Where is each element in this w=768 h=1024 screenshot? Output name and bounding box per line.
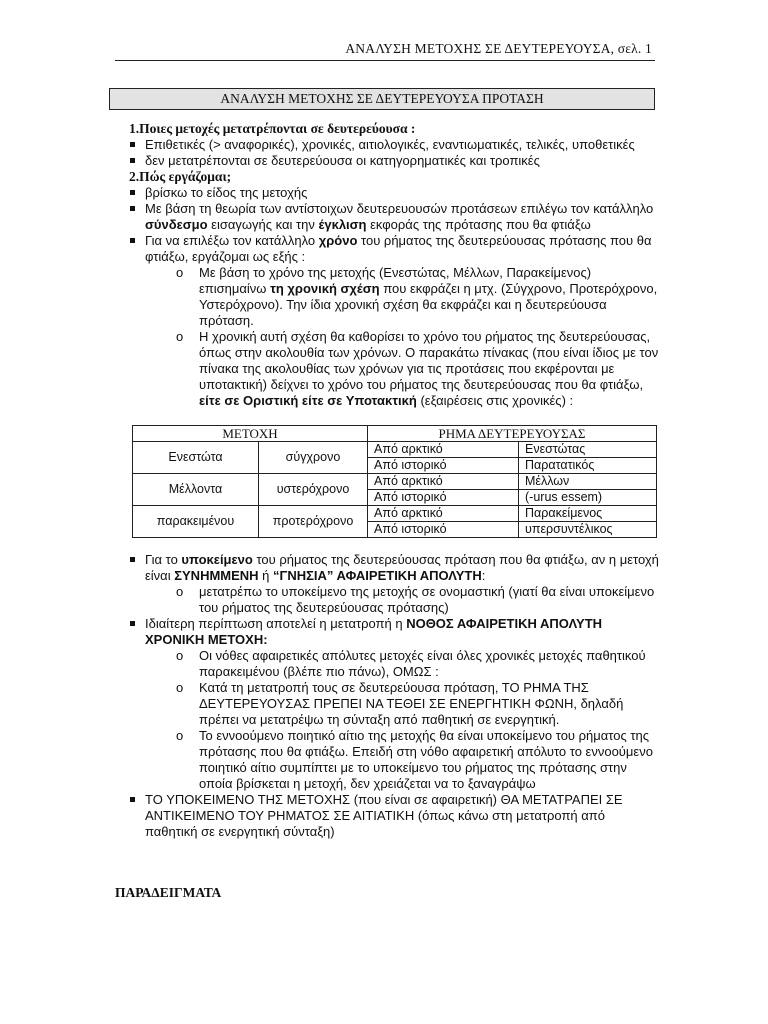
list-item xyxy=(129,552,659,584)
list-item xyxy=(129,201,659,233)
sub-bullet-marker: o xyxy=(176,680,184,695)
text-run: Ιδιαίτερη περίπτωση αποτελεί η μετατροπή η xyxy=(145,616,407,631)
table-header-participle: ΜΕΤΟΧΗ xyxy=(133,426,368,442)
text-run: του ρήματος της δευτερεύουσας πρόταση που θα φτιάξω, αν η μετοχή είναι xyxy=(145,552,659,583)
sub-list-item xyxy=(129,648,659,680)
text-run: Η χρονική αυτή σχέση θα καθορίσει το χρόνο του ρήματος της δευτερεύουσας, όπως στην ακολουθία των χρόνων. Ο παρακάτω πίνακας (που είναι ίδιος με τον πίνακα της ακολουθίας των χρόνων για τις προτάσεις που εκφέρονται με υποτακτική) δείχνει το χρόνο του ρήματος της δευτερεύουσας που θα φτιάξω, xyxy=(199,329,659,392)
section-2-heading: 2.Πώς εργάζομαι; xyxy=(129,169,232,184)
text-run: ή xyxy=(258,568,274,583)
sub-bullet-marker: o xyxy=(176,648,184,663)
tense-cell: Μέλλων xyxy=(519,474,657,490)
examples-heading: ΠΑΡΑΔΕΙΓΜΑΤΑ xyxy=(115,885,222,900)
text-run: Με βάση το χρόνο της μετοχής (Ενεστώτας, Μέλλων, Παρακείμενος) επισημαίνω xyxy=(199,265,592,296)
text-run: Για να επιλέξω τον κατάλληλο xyxy=(145,233,319,248)
bullet-marker xyxy=(130,797,135,802)
relation-cell: σύγχρονο xyxy=(259,442,368,474)
tense-cell: Παρακείμενος xyxy=(519,506,657,522)
document-body xyxy=(129,121,659,840)
participle-cell: Ενεστώτα xyxy=(133,442,259,474)
list-item xyxy=(129,233,659,265)
table-row xyxy=(133,474,657,490)
list-item-text: δεν μετατρέπονται σε δευτερεύουσα οι κατηγορηματικές και τροπικές xyxy=(145,153,540,168)
header-rule xyxy=(115,60,655,61)
relation-cell: υστερόχρονο xyxy=(259,474,368,506)
list-item xyxy=(129,153,659,169)
bullet-marker xyxy=(130,206,135,211)
list-item-text: βρίσκω το είδος της μετοχής xyxy=(145,185,308,200)
relation-cell: προτερόχρονο xyxy=(259,506,368,538)
list-item-text: Οι νόθες αφαιρετικές απόλυτες μετοχές είναι όλες χρονικές μετοχές παθητικού παρακειμένου (βλέπε πιο πάνω), ΟΜΩΣ : xyxy=(199,648,646,679)
bold-term: ΣΥΝΗΜΜΕΝΗ xyxy=(174,568,259,583)
participle-cell: Μέλλοντα xyxy=(133,474,259,506)
main-verb-cell: Από ιστορικό xyxy=(368,490,519,506)
tense-sequence-table xyxy=(132,425,657,538)
table-header-row xyxy=(133,426,657,442)
bullet-marker xyxy=(130,238,135,243)
tense-cell: υπερσυντέλικος xyxy=(519,522,657,538)
list-item xyxy=(129,185,659,201)
main-verb-cell: Από ιστορικό xyxy=(368,458,519,474)
main-verb-cell: Από αρκτικό xyxy=(368,506,519,522)
table-row xyxy=(133,506,657,522)
bullet-marker xyxy=(130,557,135,562)
sub-list-item xyxy=(129,728,659,792)
text-run: του ρήματος της δευτερεύουσας πρότασης που θα φτιάξω, εργάζομαι ως εξής : xyxy=(145,233,652,264)
section-1-heading: 1.Ποιες μετοχές μετατρέπονται σε δευτερεύουσα : xyxy=(129,121,416,136)
main-verb-cell: Από ιστορικό xyxy=(368,522,519,538)
text-run: που εκφράζει η μτχ. (Σύγχρονο, Προτερόχρονο, Υστερόχρονο). Την ίδια χρονική σχέση θα εκφράζει και η δευτερεύουσα πρόταση. xyxy=(199,281,658,328)
sub-bullet-marker: o xyxy=(176,329,184,344)
tense-cell: Ενεστώτας xyxy=(519,442,657,458)
bold-term: είτε σε Οριστική είτε σε Υποτακτική xyxy=(199,393,417,408)
table-row xyxy=(133,442,657,458)
list-item-text: μετατρέπω το υποκείμενο της μετοχής σε ονομαστική (γιατί θα είναι υποκείμενο του ρήματος της δευτερεύουσας πρότασης) xyxy=(199,584,655,615)
page-title: ΑΝΑΛΥΣΗ ΜΕΤΟΧΗΣ ΣΕ ΔΕΥΤΕΡΕΥΟΥΣΑ ΠΡΟΤΑΣΗ xyxy=(109,88,655,110)
list-item xyxy=(129,137,659,153)
sub-list-item xyxy=(129,680,659,728)
bullet-marker xyxy=(130,158,135,163)
bullet-marker xyxy=(130,142,135,147)
bold-term: χρόνο xyxy=(318,233,358,248)
bold-term: ΝΟΘΟΣ ΑΦΑΙΡΕΤΙΚΗ ΑΠΟΛΥΤΗ ΧΡΟΝΙΚΗ ΜΕΤΟΧΗ: xyxy=(145,616,603,647)
bullet-marker xyxy=(130,190,135,195)
sub-list-item xyxy=(129,329,659,409)
sub-bullet-marker: o xyxy=(176,728,184,743)
main-verb-cell: Από αρκτικό xyxy=(368,474,519,490)
list-item xyxy=(129,616,659,648)
list-item-text: Κατά τη μετατροπή τους σε δευτερεύουσα πρόταση, ΤΟ ΡΗΜΑ ΤΗΣ ΔΕΥΤΕΡΕΥΟΥΣΑΣ ΠΡΕΠΕΙ ΝΑ ΤΕΘΕΙ ΣΕ ΕΝΕΡΓΗΤΙΚΗ ΦΩΝΗ, δηλαδή πρέπει να μετατρέψω τη σύνταξη από παθητική σε ενεργητική. xyxy=(199,680,624,727)
table-header-verb: ΡΗΜΑ ΔΕΥΤΕΡΕΥΟΥΣΑΣ xyxy=(368,426,657,442)
sub-list-item xyxy=(129,584,659,616)
sub-bullet-marker: o xyxy=(176,584,184,599)
text-run: : xyxy=(481,568,486,583)
list-item xyxy=(129,792,659,840)
bold-term: σύνδεσμο xyxy=(145,217,208,232)
text-run: Για το xyxy=(145,552,182,567)
tense-cell: (-urus essem) xyxy=(519,490,657,506)
main-verb-cell: Από αρκτικό xyxy=(368,442,519,458)
tense-cell: Παρατατικός xyxy=(519,458,657,474)
list-item-text: Το εννοούμενο ποιητικό αίτιο της μετοχής θα είναι υποκείμενο του ρήματος της πρότασης που θα φτιάξω. Επειδή στη νόθο αφαιρετική απόλυτο το εννοούμενο ποιητικό αίτιο συμπίπτει με το υποκείμενο του ρήματος της πρότασης στην οποία βρίσκεται η μετοχή, δεν χρειάζεται να το ξαναγράψω xyxy=(199,728,653,791)
text-run: (εξαιρέσεις στις χρονικές) : xyxy=(416,393,574,408)
bold-term: υποκείμενο xyxy=(181,552,253,567)
participle-cell: παρακειμένου xyxy=(133,506,259,538)
list-item-text: ΤΟ ΥΠΟΚΕΙΜΕΝΟ ΤΗΣ ΜΕΤΟΧΗΣ (που είναι σε αφαιρετική) ΘΑ ΜΕΤΑΤΡΑΠΕΙ ΣΕ ΑΝΤΙΚΕΙΜΕΝΟ ΤΟΥ ΡΗΜΑΤΟΣ ΣΕ ΑΙΤΙΑΤΙΚΗ (όπως κάνω στη μετατροπή από παθητική σε ενεργητική σύνταξη) xyxy=(145,792,623,839)
bold-term: “ΓΝΗΣΙΑ” ΑΦΑΙΡΕΤΙΚΗ ΑΠΟΛΥΤΗ xyxy=(273,568,482,583)
sub-list-item xyxy=(129,265,659,329)
running-header: ΑΝΑΛΥΣΗ ΜΕΤΟΧΗΣ ΣΕ ΔΕΥΤΕΡΕΥΟΥΣΑ, σελ. 1 xyxy=(345,41,652,56)
text-run: Με βάση τη θεωρία των αντίστοιχων δευτερευουσών προτάσεων επιλέγω τον κατάλληλο xyxy=(145,201,654,216)
bold-term: τη χρονική σχέση xyxy=(270,281,380,296)
text-run: εκφοράς της πρότασης που θα φτιάξω xyxy=(366,217,591,232)
text-run: εισαγωγής και την xyxy=(207,217,319,232)
sub-bullet-marker: o xyxy=(176,265,184,280)
bold-term: έγκλιση xyxy=(318,217,367,232)
list-item-text: Επιθετικές (> αναφορικές), χρονικές, αιτιολογικές, εναντιωματικές, τελικές, υποθετικές xyxy=(145,137,635,152)
bullet-marker xyxy=(130,621,135,626)
